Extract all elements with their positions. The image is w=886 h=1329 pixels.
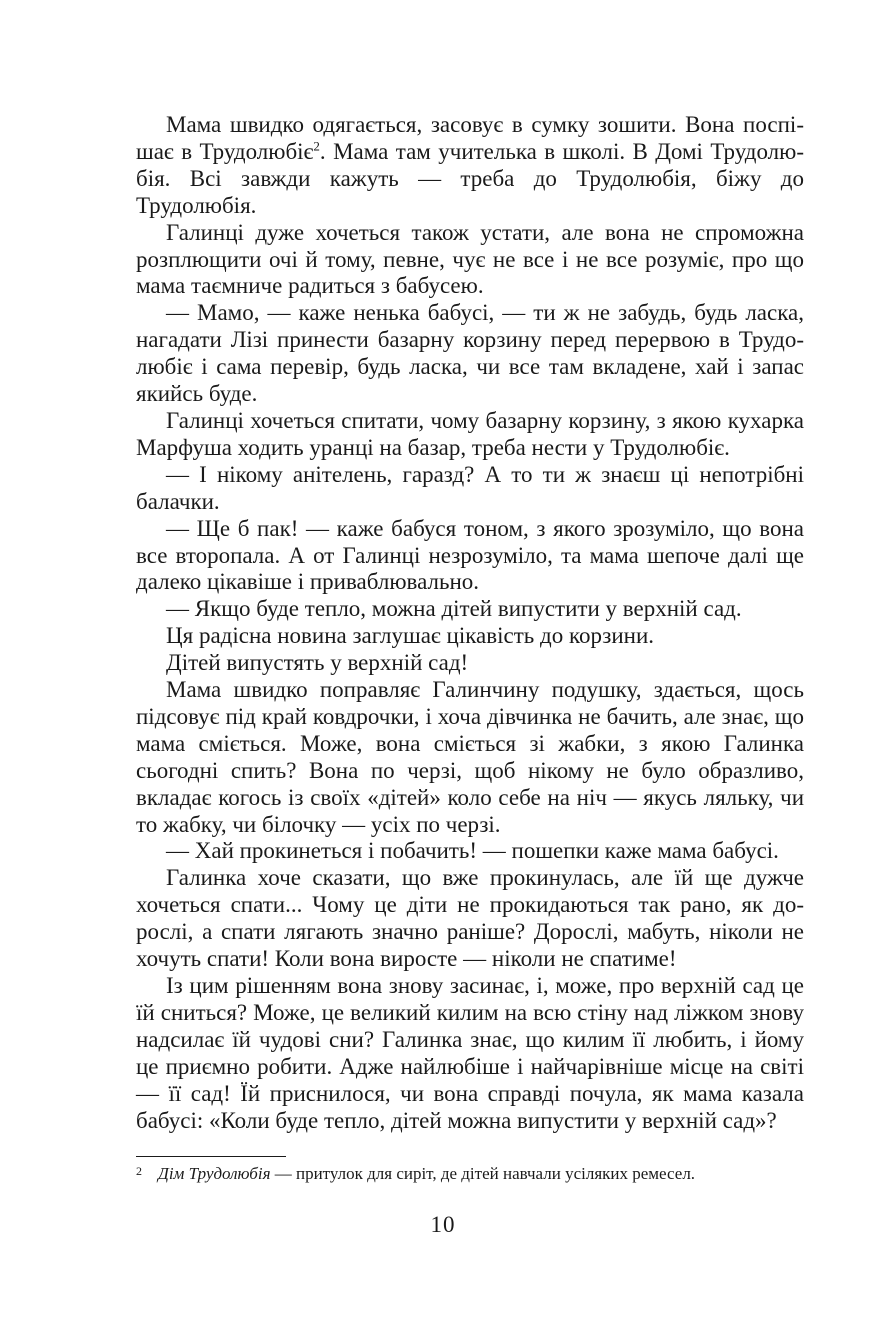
page-body: [136, 112, 804, 1134]
paragraph-13: Із цим рішенням вона знову засинає, і, може, про верхній сад це їй сниться? Може, це великий килим на всю стіну над ліжком знову надсилає їй чудові сни? Галинка знає, що килим її любить, і йому це приємно робити. Адже найлюбіше і найчарівніше місце на світі — її сад! Їй приснилося, чи вона справді почула, як мама казала бабусі: «Коли буде тепло, дітей можна випустити у верхній сад»?: [136, 973, 804, 1133]
footnote-text: — притулок для сиріт, де дітей навчали усіляких ремесел.: [270, 1164, 696, 1183]
paragraph-2: Галинці дуже хочеться також устати, але вона не спроможна розплющити очі й тому, певне, чує не все і не все розуміє, про що мама таємниче радиться з бабусею.: [136, 219, 804, 299]
paragraph-6: — Ще б пак! — каже бабуся тоном, з якого зрозуміло, що вона все второпала. А от Галинці незрозуміло, та мама шепоче далі ще далеко цікавіше і приваблювально.: [136, 515, 804, 595]
paragraph-5: — І нікому анітелень, гаразд? А то ти ж знаєш ці непотрібні балачки.: [136, 461, 804, 514]
paragraph-1: [136, 112, 804, 220]
paragraph-12: Галинка хоче сказати, що вже прокинулась, але їй ще дужче хочеться спати... Чому це діти не прокидаються так рано, як дорослі, а спати лягають значно раніше? Дорослі, мабуть, ніколи не хочуть спати! Коли вона виросте — ніколи не спатиме!: [136, 865, 804, 972]
paragraph-10: Мама швидко поправляє Галинчину подушку, здається, щось підсовує під край ковдрочки, і хоча дівчинка не бачить, але знає, що мама сміється. Може, вона сміється зі жабки, з якою Галинка сьогодні спить? Вона по черзі, щоб нікому не було образливо, вкладає когось із своїх «дітей» коло себе на ніч — якусь ляльку, чи то жабку, чи білочку — усіх по черзі.: [136, 677, 804, 837]
footnote-number: 2: [136, 1164, 142, 1178]
footnote-reference: 2: [313, 138, 320, 154]
paragraph-9: Дітей випустять у верхній сад!: [166, 650, 469, 676]
paragraph-7: — Якщо буде тепло, можна дітей випустити у верхній сад.: [166, 596, 742, 622]
footnote: [136, 1163, 804, 1185]
footnote-term: Дім Трудолюбія: [158, 1164, 271, 1183]
paragraph-4: Галинці хочеться спитати, чому базарну корзину, з якою кухарка Марфуша ходить уранці на базар, треба нести у Трудолюбіє.: [136, 407, 804, 460]
paragraph-1-text-start: Мама швидко одягається, засовує в сумку зошити. Вона поспішає в Трудолюбіє: [136, 112, 804, 164]
paragraph-8: Ця радісна новина заглушає цікавість до корзини.: [166, 623, 655, 649]
footnote-divider: [136, 1156, 286, 1157]
paragraph-1-text-end: . Мама там учителька в школі. В Домі Трудолюбія. Всі завжди кажуть — треба до Трудолюбія, біжу до Трудолюбія.: [136, 138, 804, 218]
paragraph-3: — Мамо, — каже ненька бабусі, — ти ж не забудь, будь ласка, нагадати Лізі принести базарну корзину перед перервою в Трудолюбіє і сама перевір, будь ласка, чи все там вкладене, хай і запас якийсь буде.: [136, 300, 804, 407]
paragraph-11: — Хай прокинеться і побачить! — пошепки каже мама бабусі.: [166, 838, 779, 864]
page-number: 10: [430, 1212, 456, 1237]
